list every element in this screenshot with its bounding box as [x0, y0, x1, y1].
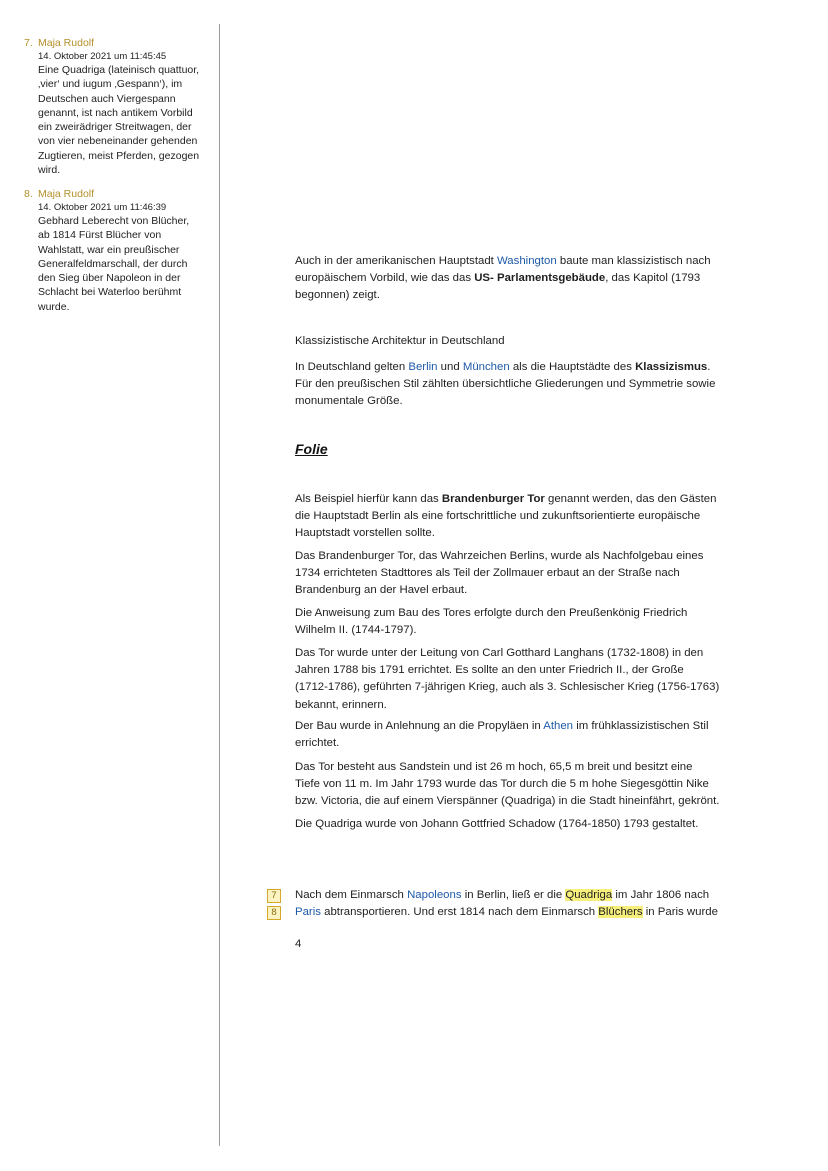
- paragraph-tor-3: [295, 605, 765, 639]
- text-line: Paris abtransportieren. Und erst 1814 nach dem Einmarsch Blüchers in Paris wurde: [295, 906, 718, 919]
- comment-line: wurde.: [38, 300, 70, 313]
- text-line: die Hauptstadt Berlin als eine fortschrittliche und zukunftsorientierte europäische: [295, 510, 701, 523]
- paragraph-usa: [295, 253, 765, 305]
- text-line: Tiefe von 11 m. Im Jahr 1793 wurde das Tor durch die 5 m hohe Siegesgöttin Nike: [295, 778, 709, 791]
- text-line: Das Tor wurde unter der Leitung von Carl Gotthard Langhans (1732-1808) in den: [295, 647, 704, 659]
- sidebar-divider: [219, 24, 220, 1146]
- text-line: Jahren 1788 bis 1791 errichtet. Es sollte an den unter Friedrich II., der Große: [295, 664, 684, 677]
- comment-text: [38, 214, 214, 314]
- paragraph-germany: [295, 359, 765, 411]
- comment-line: ein zweirädriger Streitwagen, der: [38, 121, 192, 134]
- text-line: bekannt, erinnern.: [295, 698, 387, 711]
- paragraph-tor-1: [295, 491, 765, 543]
- text-line: europäischem Vorbild, wie das das US- Parlamentsgebäude, das Kapitol (1793: [295, 272, 701, 285]
- highlight-bluechers[interactable]: Blüchers: [598, 906, 643, 919]
- link-athen[interactable]: Athen: [543, 720, 574, 732]
- comment-line: Eine Quadriga (lateinisch quattuor,: [38, 64, 200, 76]
- text-line: In Deutschland gelten Berlin und München als die Hauptstädte des Klassizismus.: [295, 361, 711, 373]
- comment-8[interactable]: [24, 188, 214, 314]
- page-number: 4: [295, 938, 302, 950]
- comment-line: Wahlstatt, war ein preußischer: [38, 243, 180, 256]
- comment-line: Schlacht bei Waterloo berühmt: [38, 286, 182, 299]
- link-paris[interactable]: Paris: [295, 906, 321, 919]
- comment-line: Deutschen auch Viergespann: [38, 92, 176, 105]
- comment-line: genannt, ist nach antikem Vorbild: [38, 106, 193, 119]
- text-line: Für den preußischen Stil zählten übersichtliche Gliederungen und Symmetrie sowie: [295, 378, 716, 391]
- text-line: (1712-1786), geführten 7-jährigen Krieg, auch als 3. Schlesischer Krieg (1756-1763): [295, 681, 720, 694]
- text-line: 1734 errichteten Stadttores als Teil der Zollmauer erbaut an der Straße nach: [295, 567, 680, 580]
- comment-header: [24, 188, 214, 201]
- text-line: Brandenburg an der Havel erbaut.: [295, 584, 468, 597]
- text-line: Die Anweisung zum Bau des Tores erfolgte durch den Preußenkönig Friedrich: [295, 607, 688, 619]
- text-line: errichtet.: [295, 737, 340, 750]
- comment-header: [24, 37, 214, 50]
- text-line: monumentale Größe.: [295, 395, 403, 408]
- paragraph-tor-4: [295, 645, 765, 714]
- text-line: Wilhelm II. (1744-1797).: [295, 624, 417, 637]
- comment-number: 7.: [24, 37, 33, 49]
- folie-heading: Folie: [295, 441, 328, 457]
- comment-line: den Sieg über Napoleon in der: [38, 272, 181, 285]
- comment-marker-8[interactable]: 8: [267, 906, 281, 920]
- text-line: bzw. Victoria, die auf einem Vierspänner (Quadriga) in die Stadt hineinfährt, gekrönt.: [295, 795, 720, 808]
- comment-line: wird.: [38, 164, 61, 177]
- text-line: Nach dem Einmarsch Napoleons in Berlin, ließ er die Quadriga im Jahr 1806 nach: [295, 889, 710, 901]
- comment-author: Maja Rudolf: [38, 188, 95, 200]
- text-line: Hauptstadt vorstellen sollte.: [295, 527, 435, 540]
- link-berlin[interactable]: Berlin: [408, 361, 438, 373]
- paragraph-tor-7: Die Quadriga wurde von Johann Gottfried Schadow (1764-1850) 1793 gestaltet.: [295, 818, 699, 830]
- text-line: begonnen) zeigt.: [295, 289, 380, 302]
- comment-line: ‚vier‘ und iugum ‚Gespann‘), im: [38, 78, 183, 91]
- paragraph-tor-2: [295, 548, 765, 600]
- comment-date: 14. Oktober 2021 um 11:45:45: [38, 51, 167, 62]
- comment-marker-7[interactable]: 7: [267, 889, 281, 903]
- paragraph-tor-5: [295, 718, 765, 752]
- comment-line: Zugtieren, meist Pferden, gezogen: [38, 149, 200, 162]
- paragraph-napoleon: [295, 887, 765, 921]
- comment-text: [38, 63, 214, 177]
- comment-line: Generalfeldmarschall, der durch: [38, 257, 188, 270]
- comment-date: 14. Oktober 2021 um 11:46:39: [38, 202, 167, 213]
- link-washington[interactable]: Washington: [496, 255, 557, 267]
- text-line: Das Brandenburger Tor, das Wahrzeichen Berlins, wurde als Nachfolgebau eines: [295, 550, 704, 562]
- text-line: Als Beispiel hierfür kann das Brandenburger Tor genannt werden, das den Gästen: [295, 493, 717, 505]
- text-line: Der Bau wurde in Anlehnung an die Propyläen in Athen im frühklassizistischen Stil: [295, 720, 709, 732]
- subheading: Klassizistische Architektur in Deutschland: [295, 335, 505, 347]
- text-line: Auch in der amerikanischen Hauptstadt Washington baute man klassizistisch nach: [295, 255, 711, 267]
- link-napoleons[interactable]: Napoleons: [407, 889, 462, 901]
- comment-line: Gebhard Leberecht von Blücher,: [38, 215, 190, 227]
- comment-7[interactable]: [24, 37, 214, 177]
- comment-line: ab 1814 Fürst Blücher von: [38, 229, 162, 242]
- comment-author: Maja Rudolf: [38, 37, 95, 49]
- highlight-quadriga[interactable]: Quadriga: [565, 889, 613, 901]
- paragraph-tor-6: [295, 759, 765, 811]
- text-line: Das Tor besteht aus Sandstein und ist 26 m hoch, 65,5 m breit und besitzt eine: [295, 761, 693, 773]
- comment-number: 8.: [24, 188, 33, 200]
- link-muenchen[interactable]: München: [462, 361, 510, 373]
- comment-line: von vier nebeneinander gehenden: [38, 135, 198, 148]
